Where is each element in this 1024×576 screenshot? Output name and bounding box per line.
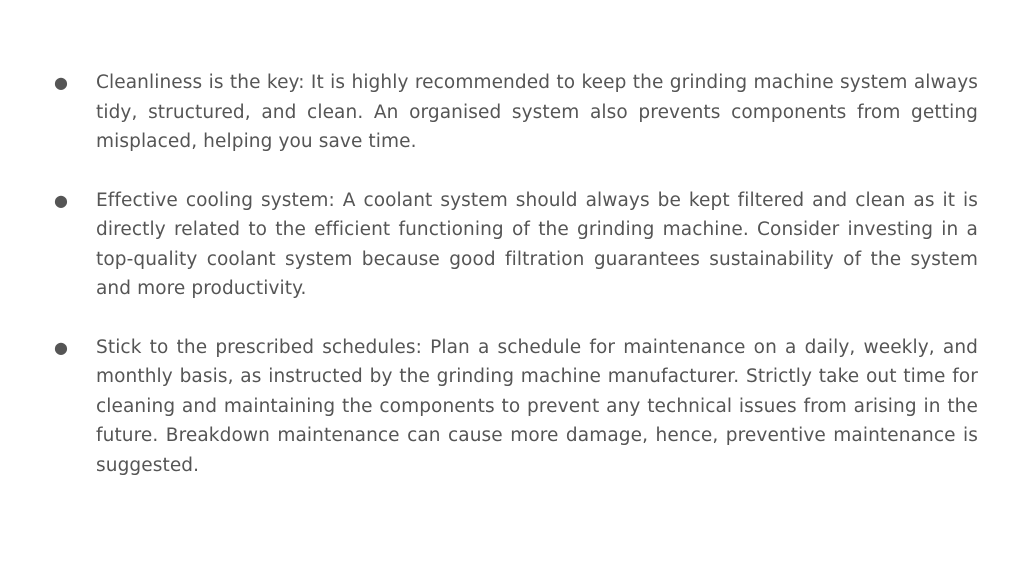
bullet-text: Stick to the prescribed schedules: Plan a schedule for maintenance on a daily, weekly, and monthly basis, as instructed by the grinding machine manufacturer. Strictly take out time for cleaning and maintaining the components to prevent any technical issues from arising in the future. Breakdown maintenance can cause more damage, hence, preventive maintenance is suggested. bbox=[96, 336, 978, 476]
bullet-text: Cleanliness is the key: It is highly recommended to keep the grinding machine system always tidy, structured, and clean. An organised system also prevents components from getting misplaced, helping you save time. bbox=[96, 72, 978, 152]
bullet-text: Effective cooling system: A coolant system should always be kept filtered and clean as it is directly related to the efficient functioning of the grinding machine. Consider investing in a top-quality coolant system because good filtration guarantees sustainability of the system and more productivity. bbox=[96, 189, 978, 299]
bullet-dot-icon: ● bbox=[54, 190, 68, 210]
bullet-item-schedules bbox=[50, 333, 978, 481]
bullet-dot-icon: ● bbox=[54, 73, 68, 92]
bullet-dot-icon: ● bbox=[54, 337, 68, 357]
bullet-list bbox=[50, 68, 978, 480]
bullet-item-cleanliness bbox=[50, 68, 978, 157]
bullet-item-cooling bbox=[50, 186, 978, 304]
